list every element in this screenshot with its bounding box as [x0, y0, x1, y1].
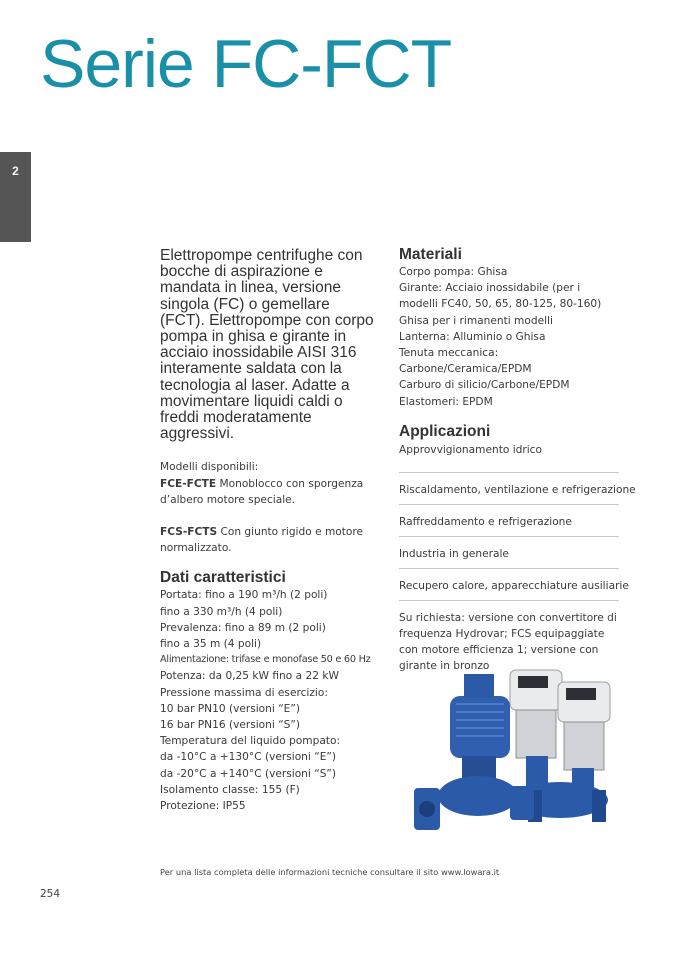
model-fcs-fcts-name: FCS-FCTS: [160, 526, 218, 539]
materiali-line: modelli FC40, 50, 65, 80-125, 80-160): [399, 298, 602, 311]
intro-text: Elettropompe centrifughe con bocche di aspirazione e mandata in linea, versione singola (FC) o gemellare (FCT). Elettropompe con corpo pompa in ghisa e girante in acciaio inossidabile AISI 316 interamente saldata con la tecnologia al laser. Adatte a movimentare liquidi caldi o freddi moderatamente aggressivi.: [160, 247, 374, 443]
models-label: Modelli disponibili:: [160, 461, 259, 474]
dati-line: Potenza: da 0,25 kW fino a 22 kW: [160, 670, 339, 683]
right-column: [399, 246, 636, 675]
dati-line: Prevalenza: fino a 89 m (2 poli): [160, 621, 326, 634]
left-column: [160, 248, 375, 814]
dati-line: Protezione: IP55: [160, 800, 246, 813]
applicazioni-item: Recupero calore, apparecchiature ausiliarie: [399, 569, 619, 601]
dati-line: Temperatura del liquido pompato:: [160, 735, 341, 748]
model-fcs-fcts: [160, 524, 375, 556]
page-title: Serie FC-FCT: [40, 26, 452, 102]
applicazioni-item: Raffreddamento e refrigerazione: [399, 505, 619, 537]
dati-line: 10 bar PN10 (versioni “E”): [160, 702, 300, 715]
page-number: 254: [40, 888, 61, 900]
footnote: Per una lista completa delle informazioni tecniche consultare il sito www.lowara.it: [160, 867, 500, 877]
model-fce-fcte-desc: Monoblocco con sporgenza d’albero motore speciale.: [160, 477, 364, 506]
model-fcs-fcts-desc: Con giunto rigido e motore normalizzato.: [160, 526, 364, 555]
applicazioni-item: Approvvigionamento idrico: [399, 441, 619, 473]
applicazioni-list: [399, 441, 636, 601]
materiali-line: Lanterna: Alluminio o Ghisa: [399, 330, 546, 343]
model-fce-fcte: [160, 476, 375, 508]
dati-line: Pressione massima di esercizio:: [160, 686, 328, 699]
dati-line: Isolamento classe: 155 (F): [160, 783, 300, 796]
dati-line: da -20°C a +140°C (versioni “S”): [160, 767, 337, 780]
dati-list: [160, 587, 375, 814]
applicazioni-item: Industria in generale: [399, 537, 619, 569]
materiali-list: [399, 264, 619, 410]
materiali-line: Tenuta meccanica:: [399, 347, 499, 360]
materiali-line: Girante: Acciaio inossidabile (per i: [399, 282, 581, 295]
dati-line: Portata: fino a 190 m³/h (2 poli): [160, 589, 328, 602]
materiali-line: Corpo pompa: Ghisa: [399, 266, 508, 278]
section-tab: 2: [0, 152, 31, 242]
dati-heading: Dati caratteristici: [160, 569, 286, 587]
applicazioni-item: Riscaldamento, ventilazione e refrigerazione: [399, 473, 619, 505]
applicazioni-note: Su richiesta: versione con convertitore di frequenza Hydrovar; FCS equipaggiate con motore efficienza 1; versione con girante in bronzo: [399, 611, 617, 673]
materiali-heading: Materiali: [399, 246, 462, 263]
materiali-line: Carburo di silicio/Carbone/EPDM: [399, 379, 570, 392]
dati-line: 16 bar PN16 (versioni “S”): [160, 719, 301, 732]
pump-product-image: [410, 660, 635, 835]
applicazioni-heading: Applicazioni: [399, 422, 491, 440]
materiali-line: Carbone/Ceramica/EPDM: [399, 363, 532, 376]
materiali-line: Ghisa per i rimanenti modelli: [399, 314, 553, 327]
dati-line: da -10°C a +130°C (versioni “E”): [160, 751, 337, 764]
materiali-line: Elastomeri: EPDM: [399, 395, 493, 408]
dati-line: fino a 330 m³/h (4 poli): [160, 605, 283, 618]
dati-line: fino a 35 m (4 poli): [160, 638, 262, 651]
dati-line: Alimentazione: trifase e monofase 50 e 60 Hz: [160, 654, 371, 666]
model-fce-fcte-name: FCE-FCTE: [160, 477, 217, 490]
